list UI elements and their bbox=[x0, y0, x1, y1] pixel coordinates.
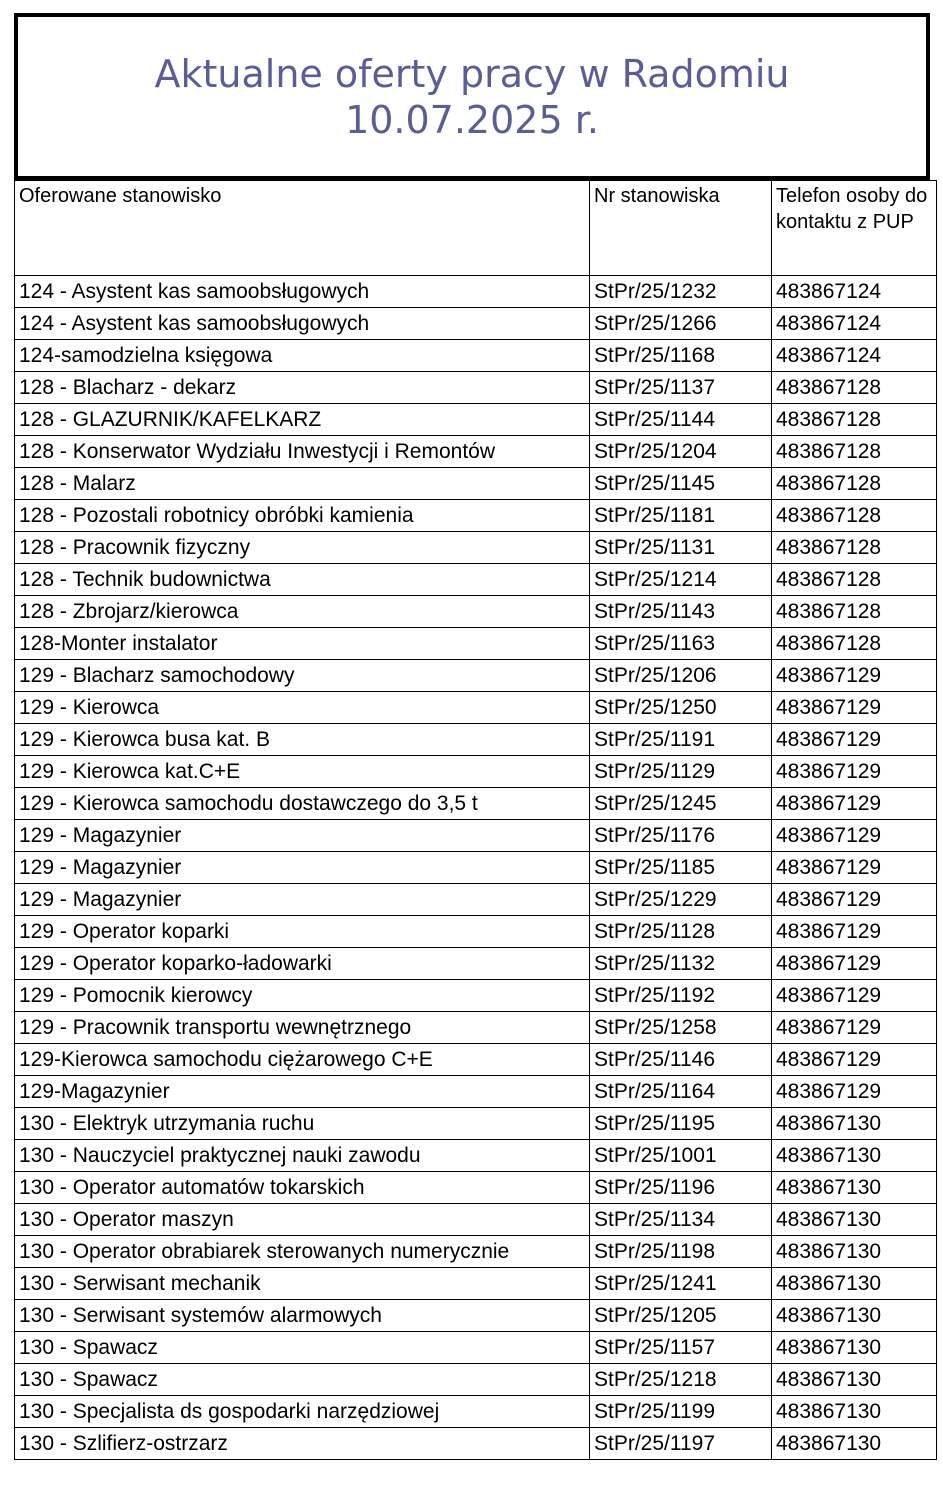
cell-offer-number: StPr/25/1129 bbox=[590, 756, 772, 788]
cell-offer-number: StPr/25/1250 bbox=[590, 692, 772, 724]
table-row bbox=[15, 308, 937, 340]
table-row bbox=[15, 1076, 937, 1108]
cell-position: 130 - Serwisant mechanik bbox=[15, 1268, 590, 1300]
table-row bbox=[15, 756, 937, 788]
cell-position: 128 - Konserwator Wydziału Inwestycji i Remontów bbox=[15, 436, 590, 468]
cell-offer-number: StPr/25/1198 bbox=[590, 1236, 772, 1268]
table-row bbox=[15, 404, 937, 436]
cell-offer-number: StPr/25/1197 bbox=[590, 1428, 772, 1460]
cell-position: 130 - Serwisant systemów alarmowych bbox=[15, 1300, 590, 1332]
cell-contact-phone: 483867129 bbox=[772, 692, 937, 724]
cell-contact-phone: 483867128 bbox=[772, 468, 937, 500]
cell-offer-number: StPr/25/1143 bbox=[590, 596, 772, 628]
cell-offer-number: StPr/25/1205 bbox=[590, 1300, 772, 1332]
cell-contact-phone: 483867129 bbox=[772, 788, 937, 820]
table-row bbox=[15, 596, 937, 628]
cell-contact-phone: 483867128 bbox=[772, 596, 937, 628]
cell-contact-phone: 483867130 bbox=[772, 1108, 937, 1140]
cell-offer-number: StPr/25/1199 bbox=[590, 1396, 772, 1428]
cell-contact-phone: 483867129 bbox=[772, 916, 937, 948]
cell-position: 130 - Nauczyciel praktycznej nauki zawodu bbox=[15, 1140, 590, 1172]
cell-position: 129 - Magazynier bbox=[15, 852, 590, 884]
cell-position: 124 - Asystent kas samoobsługowych bbox=[15, 308, 590, 340]
table-row bbox=[15, 724, 937, 756]
cell-position: 129 - Pracownik transportu wewnętrznego bbox=[15, 1012, 590, 1044]
cell-contact-phone: 483867128 bbox=[772, 404, 937, 436]
table-row bbox=[15, 436, 937, 468]
cell-contact-phone: 483867128 bbox=[772, 564, 937, 596]
cell-offer-number: StPr/25/1258 bbox=[590, 1012, 772, 1044]
table-row bbox=[15, 660, 937, 692]
cell-contact-phone: 483867130 bbox=[772, 1204, 937, 1236]
cell-offer-number: StPr/25/1191 bbox=[590, 724, 772, 756]
cell-position: 130 - Spawacz bbox=[15, 1364, 590, 1396]
table-row bbox=[15, 788, 937, 820]
table-row bbox=[15, 468, 937, 500]
cell-contact-phone: 483867129 bbox=[772, 1044, 937, 1076]
cell-contact-phone: 483867129 bbox=[772, 980, 937, 1012]
table-row bbox=[15, 1332, 937, 1364]
cell-position: 130 - Elektryk utrzymania ruchu bbox=[15, 1108, 590, 1140]
table-row bbox=[15, 1396, 937, 1428]
cell-position: 129 - Operator koparki bbox=[15, 916, 590, 948]
table-row bbox=[15, 884, 937, 916]
cell-offer-number: StPr/25/1266 bbox=[590, 308, 772, 340]
cell-position: 129 - Kierowca kat.C+E bbox=[15, 756, 590, 788]
table-row bbox=[15, 628, 937, 660]
cell-position: 128 - GLAZURNIK/KAFELKARZ bbox=[15, 404, 590, 436]
cell-position: 129 - Magazynier bbox=[15, 820, 590, 852]
cell-offer-number: StPr/25/1163 bbox=[590, 628, 772, 660]
cell-position: 124 - Asystent kas samoobsługowych bbox=[15, 276, 590, 308]
cell-offer-number: StPr/25/1134 bbox=[590, 1204, 772, 1236]
cell-offer-number: StPr/25/1131 bbox=[590, 532, 772, 564]
cell-position: 129 - Blacharz samochodowy bbox=[15, 660, 590, 692]
cell-offer-number: StPr/25/1164 bbox=[590, 1076, 772, 1108]
cell-offer-number: StPr/25/1146 bbox=[590, 1044, 772, 1076]
header-position: Oferowane stanowisko bbox=[15, 181, 590, 276]
cell-offer-number: StPr/25/1229 bbox=[590, 884, 772, 916]
cell-contact-phone: 483867130 bbox=[772, 1428, 937, 1460]
table-row bbox=[15, 1140, 937, 1172]
header-contact-phone: Telefon osoby do kontaktu z PUP bbox=[772, 181, 937, 276]
cell-position: 130 - Specjalista ds gospodarki narzędziowej bbox=[15, 1396, 590, 1428]
table-row bbox=[15, 1268, 937, 1300]
table-row bbox=[15, 1204, 937, 1236]
cell-offer-number: StPr/25/1204 bbox=[590, 436, 772, 468]
cell-position: 129 - Magazynier bbox=[15, 884, 590, 916]
cell-contact-phone: 483867130 bbox=[772, 1396, 937, 1428]
table-row bbox=[15, 1236, 937, 1268]
cell-offer-number: StPr/25/1192 bbox=[590, 980, 772, 1012]
cell-contact-phone: 483867129 bbox=[772, 884, 937, 916]
cell-position: 128 - Technik budownictwa bbox=[15, 564, 590, 596]
cell-contact-phone: 483867130 bbox=[772, 1172, 937, 1204]
cell-position: 128 - Zbrojarz/kierowca bbox=[15, 596, 590, 628]
cell-contact-phone: 483867129 bbox=[772, 724, 937, 756]
cell-contact-phone: 483867124 bbox=[772, 340, 937, 372]
cell-contact-phone: 483867124 bbox=[772, 308, 937, 340]
table-row bbox=[15, 340, 937, 372]
table-row bbox=[15, 532, 937, 564]
cell-position: 128 - Pozostali robotnicy obróbki kamienia bbox=[15, 500, 590, 532]
table-body bbox=[15, 276, 937, 1460]
job-offers-table bbox=[14, 180, 937, 1460]
cell-offer-number: StPr/25/1185 bbox=[590, 852, 772, 884]
cell-contact-phone: 483867129 bbox=[772, 1076, 937, 1108]
cell-position: 129 - Kierowca bbox=[15, 692, 590, 724]
cell-position: 129-Kierowca samochodu ciężarowego C+E bbox=[15, 1044, 590, 1076]
table-row bbox=[15, 948, 937, 980]
cell-offer-number: StPr/25/1144 bbox=[590, 404, 772, 436]
cell-offer-number: StPr/25/1157 bbox=[590, 1332, 772, 1364]
table-header-row bbox=[15, 181, 937, 276]
cell-offer-number: StPr/25/1196 bbox=[590, 1172, 772, 1204]
cell-contact-phone: 483867130 bbox=[772, 1300, 937, 1332]
cell-offer-number: StPr/25/1168 bbox=[590, 340, 772, 372]
table-row bbox=[15, 372, 937, 404]
cell-contact-phone: 483867129 bbox=[772, 820, 937, 852]
cell-offer-number: StPr/25/1176 bbox=[590, 820, 772, 852]
cell-position: 128-Monter instalator bbox=[15, 628, 590, 660]
table-row bbox=[15, 980, 937, 1012]
cell-position: 129 - Kierowca samochodu dostawczego do 3,5 t bbox=[15, 788, 590, 820]
cell-offer-number: StPr/25/1145 bbox=[590, 468, 772, 500]
header-offer-number: Nr stanowiska bbox=[590, 181, 772, 276]
cell-position: 129 - Operator koparko-ładowarki bbox=[15, 948, 590, 980]
cell-contact-phone: 483867129 bbox=[772, 756, 937, 788]
cell-offer-number: StPr/25/1001 bbox=[590, 1140, 772, 1172]
table-row bbox=[15, 1428, 937, 1460]
cell-contact-phone: 483867130 bbox=[772, 1364, 937, 1396]
cell-contact-phone: 483867129 bbox=[772, 660, 937, 692]
cell-contact-phone: 483867129 bbox=[772, 948, 937, 980]
table-row bbox=[15, 500, 937, 532]
cell-position: 129 - Kierowca busa kat. B bbox=[15, 724, 590, 756]
cell-position: 124-samodzielna księgowa bbox=[15, 340, 590, 372]
cell-position: 130 - Szlifierz-ostrzarz bbox=[15, 1428, 590, 1460]
cell-contact-phone: 483867128 bbox=[772, 532, 937, 564]
table-row bbox=[15, 852, 937, 884]
cell-offer-number: StPr/25/1181 bbox=[590, 500, 772, 532]
cell-contact-phone: 483867128 bbox=[772, 500, 937, 532]
cell-position: 130 - Operator obrabiarek sterowanych numerycznie bbox=[15, 1236, 590, 1268]
cell-position: 129 - Pomocnik kierowcy bbox=[15, 980, 590, 1012]
cell-contact-phone: 483867128 bbox=[772, 628, 937, 660]
cell-offer-number: StPr/25/1195 bbox=[590, 1108, 772, 1140]
table-row bbox=[15, 1172, 937, 1204]
cell-offer-number: StPr/25/1206 bbox=[590, 660, 772, 692]
table-row bbox=[15, 820, 937, 852]
table-row bbox=[15, 1044, 937, 1076]
cell-contact-phone: 483867130 bbox=[772, 1268, 937, 1300]
page-date: 10.07.2025 r. bbox=[345, 97, 599, 142]
cell-offer-number: StPr/25/1245 bbox=[590, 788, 772, 820]
cell-position: 128 - Pracownik fizyczny bbox=[15, 532, 590, 564]
cell-position: 128 - Blacharz - dekarz bbox=[15, 372, 590, 404]
cell-contact-phone: 483867130 bbox=[772, 1332, 937, 1364]
cell-offer-number: StPr/25/1128 bbox=[590, 916, 772, 948]
cell-contact-phone: 483867129 bbox=[772, 852, 937, 884]
cell-contact-phone: 483867128 bbox=[772, 436, 937, 468]
table-row bbox=[15, 276, 937, 308]
cell-contact-phone: 483867129 bbox=[772, 1012, 937, 1044]
cell-offer-number: StPr/25/1241 bbox=[590, 1268, 772, 1300]
cell-contact-phone: 483867130 bbox=[772, 1140, 937, 1172]
table-row bbox=[15, 1108, 937, 1140]
cell-position: 130 - Operator automatów tokarskich bbox=[15, 1172, 590, 1204]
table-row bbox=[15, 564, 937, 596]
page-title: Aktualne oferty pracy w Radomiu bbox=[154, 51, 790, 96]
title-box bbox=[14, 13, 930, 180]
cell-contact-phone: 483867130 bbox=[772, 1236, 937, 1268]
table-row bbox=[15, 1364, 937, 1396]
table-row bbox=[15, 1012, 937, 1044]
cell-offer-number: StPr/25/1137 bbox=[590, 372, 772, 404]
cell-position: 129-Magazynier bbox=[15, 1076, 590, 1108]
cell-offer-number: StPr/25/1214 bbox=[590, 564, 772, 596]
cell-contact-phone: 483867128 bbox=[772, 372, 937, 404]
cell-offer-number: StPr/25/1218 bbox=[590, 1364, 772, 1396]
table-row bbox=[15, 692, 937, 724]
cell-offer-number: StPr/25/1232 bbox=[590, 276, 772, 308]
table-row bbox=[15, 1300, 937, 1332]
cell-position: 130 - Operator maszyn bbox=[15, 1204, 590, 1236]
cell-offer-number: StPr/25/1132 bbox=[590, 948, 772, 980]
table-row bbox=[15, 916, 937, 948]
cell-contact-phone: 483867124 bbox=[772, 276, 937, 308]
cell-position: 130 - Spawacz bbox=[15, 1332, 590, 1364]
cell-position: 128 - Malarz bbox=[15, 468, 590, 500]
